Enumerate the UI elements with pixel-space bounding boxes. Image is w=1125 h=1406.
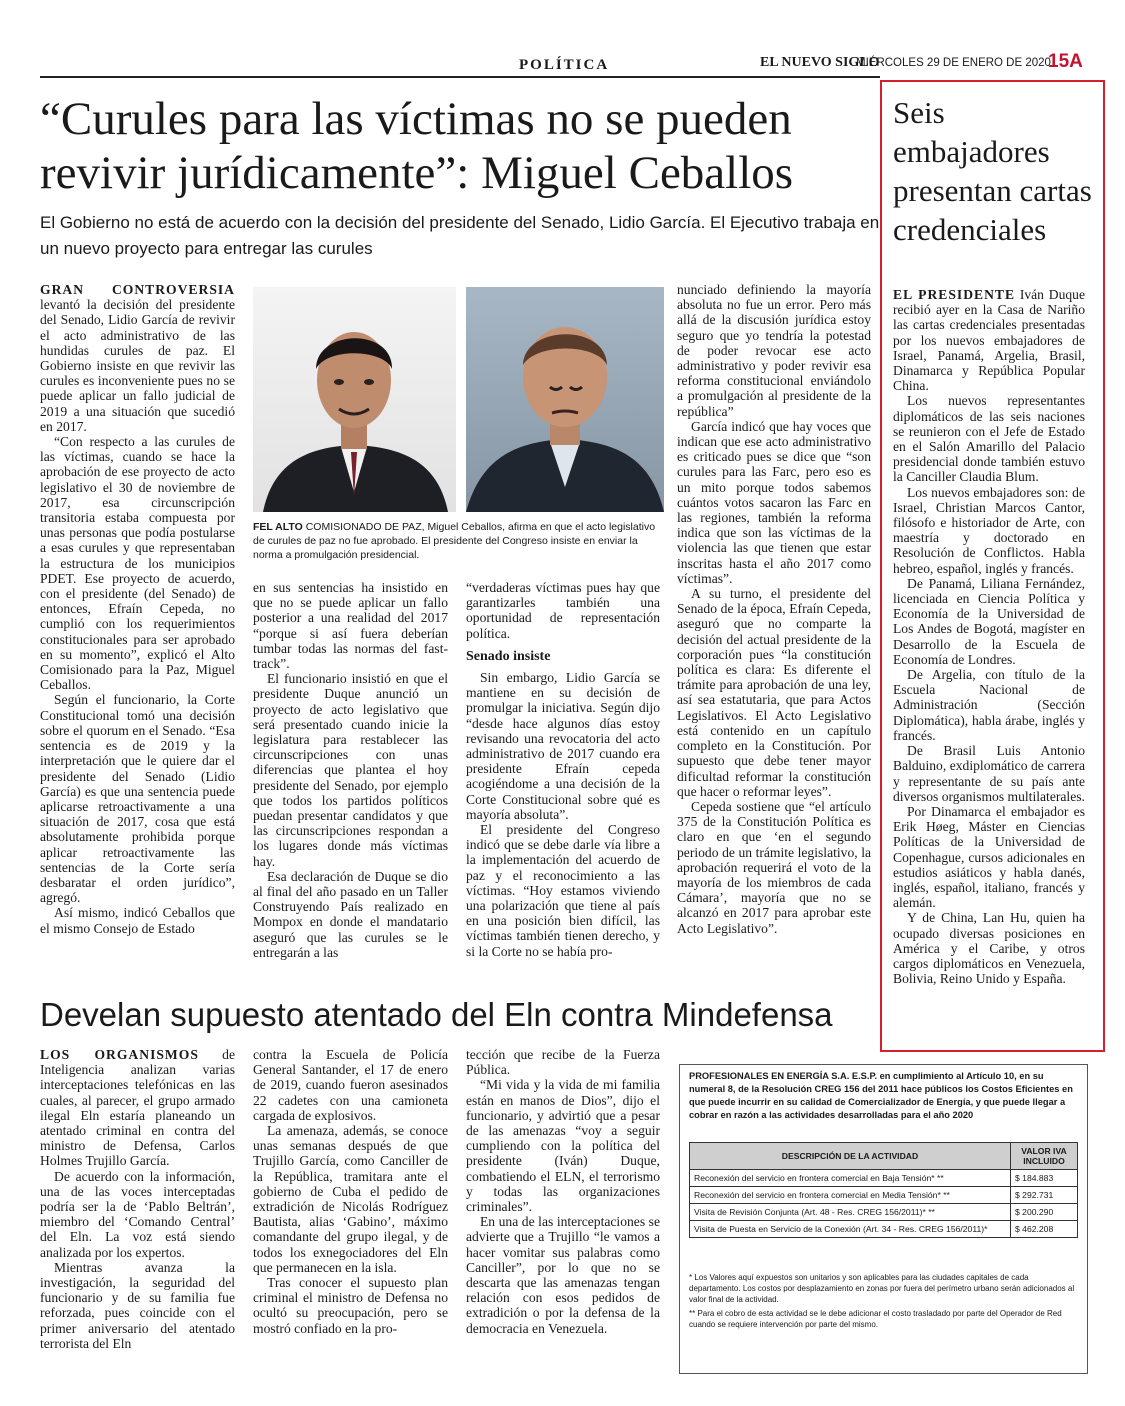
paragraph: Por Dinamarca el embajador es Erik Høeg, Máster en Ciencias Políticas de la Universidad de Copenhague, cursos adicionales en estudios asiáticos y habla danés, inglés, español, italiano, francés y alemán. — [893, 803, 1085, 911]
table-cell: $ 292.731 — [1011, 1187, 1078, 1204]
paragraph: tección que recibe de la Fuerza Pública. — [466, 1047, 660, 1078]
second-column-1 — [40, 1047, 235, 1351]
paragraph: De Panamá, Liliana Fernández, licenciada en Ciencia Política y Economía de la Universidad de Los Andes de Bogotá, magíster en Desarrollo de la Escuela de Economía de Londres. — [893, 575, 1085, 667]
subheading: Senado insiste — [466, 648, 551, 664]
paragraph: En una de las interceptaciones se advierte que a Trujillo “le vamos a hacer vomitar sus palabras como Canciller”, por lo que no se descarta que las amenazas tengan relación con esos pedidos de extradición o por la defensa de la democracia en Venezuela. — [466, 1214, 660, 1336]
lead-in: GRAN CONTROVERSIA — [40, 282, 235, 297]
table-row — [690, 1187, 1078, 1204]
second-column-3 — [466, 1047, 660, 1336]
fees-table — [689, 1142, 1078, 1238]
table-cell: Visita de Revisión Conjunta (Art. 48 - Res. CREG 156/2011)* ** — [690, 1204, 1011, 1221]
caption-text: COMISIONADO DE PAZ, Miguel Ceballos, afirma en que el acto legislativo de curules de paz no fue aprobado. El presidente del Congreso insiste en enviar la norma a promulgación presidencial. — [253, 521, 656, 561]
lead-in: LOS ORGANISMOS — [40, 1047, 199, 1062]
table-cell: Reconexión del servicio en frontera comercial en Media Tensión* ** — [690, 1187, 1011, 1204]
header-rule — [40, 76, 880, 78]
paragraph: García indicó que hay voces que indican que ese acto administrativo es criticado pues se dice que “son curules para las Farc, pero eso es un mito porque todos sabemos cuántos votos sacaron las Farc en las regiones, también la reforma indica que son las víctimas de la violencia las que tienen que estar inscritas hasta el año 2017 como víctimas”. — [677, 418, 871, 586]
legal-notice-intro: PROFESIONALES EN ENERGÍA S.A. E.S.P. en cumplimiento al Artículo 10, en su numeral 8, de la Resolución CREG 156 del 2011 hace públicos los Costos Eficientes en que puede incurrir en su calidad de Comercializador de Energía, y que puede llegar a cobrar en razón a las actividades desarrolladas para el año 2020 — [689, 1071, 1073, 1120]
table-cell: Reconexión del servicio en frontera comercial en Baja Tensión* ** — [690, 1170, 1011, 1187]
paragraph: Esa declaración de Duque se dio al final del año pasado en un Taller Construyendo País realizado en Mompox en donde el mandatario aseguró que las curules se le entregarán a las — [253, 868, 448, 960]
main-column-3 — [466, 580, 660, 959]
sidebar-body — [893, 287, 1085, 986]
paragraph: “verdaderas víctimas pues hay que garantizarles también una oportunidad de representación política. — [466, 580, 660, 641]
photo-miguel-ceballos — [253, 287, 456, 512]
paragraph: Así mismo, indicó Ceballos que el mismo Consejo de Estado — [40, 905, 235, 936]
paragraph: Mientras avanza la investigación, la seguridad del funcionario y de su familia fue reforzada, pues coincide con el primer aniversario del atentado terrorista del Eln — [40, 1259, 235, 1351]
table-cell: $ 184.883 — [1011, 1170, 1078, 1187]
paragraph: Cepeda sostiene que “el artículo 375 de la Constitución Política es claro en que ‘en el segundo periodo de un trámite legislativo, la aprobación requerirá el voto de la mayoría de los miembros de cada Cámara’, mayoría que no se alcanzó en 2017 para aprobar este Acto Legislativo”. — [677, 798, 871, 936]
portrait-icon — [466, 287, 664, 512]
paragraph: Los nuevos representantes diplomáticos de las seis naciones se reunieron con el Jefe de Estado en el Salón Amarillo del Palacio presidencial donde también estuvo la Canciller Claudia Blum. — [893, 393, 1085, 485]
sidebar-headline: Seis embajadores presentan cartas credenciales — [893, 95, 1092, 247]
paragraph: nunciado definiendo la mayoría absoluta no fue un error. Pero más allá de la discusión jurídica estoy seguro que yo tendría la potestad de poder revocar ese acto administrativo y poder revivir esa reforma constitucional enviándolo a promulgación al presidente de la república” — [677, 282, 871, 419]
portrait-icon — [253, 287, 456, 512]
paragraph: El presidente del Congreso indicó que se debe darle vía libre a la implementación del acuerdo de paz y el reconocimiento a las víctimas. “Hoy estamos viviendo una polarización que tiene al país en una posición bien difícil, las víctimas también tienen derecho, y si la Corte no se había pro- — [466, 822, 660, 959]
photo-caption — [253, 520, 665, 562]
table-cell: $ 200.290 — [1011, 1204, 1078, 1221]
paragraph: Iván Duque recibió ayer en la Casa de Nariño las cartas credenciales presentadas por los nuevos embajadores de Israel, Panamá, Argelia, Brasil, Dinamarca y República Popular China. — [893, 287, 1086, 394]
column-header: DESCRIPCIÓN DE LA ACTIVIDAD — [690, 1143, 1011, 1170]
photo-lidio-garcia — [466, 287, 664, 512]
masthead: EL NUEVO SIGLO — [760, 55, 880, 70]
page-number: 15A — [1048, 51, 1083, 72]
lead-in: EL PRESIDENTE — [893, 287, 1016, 302]
publication-date: MIÉRCOLES 29 DE ENERO DE 2020 — [856, 57, 1051, 69]
paragraph: de Inteligencia analizan varias interceptaciones telefónicas en las cuales, al parecer, el grupo armado ilegal Eln estaría planeando un atentado criminal en contra del ministro de Defensa, Carlos Holmes Trujillo García. — [40, 1047, 235, 1169]
table-row — [690, 1204, 1078, 1221]
main-column-1 — [40, 282, 235, 936]
paragraph: De Brasil Luis Antonio Balduino, exdiplomático de carrera y representante de su país ante diversos organismos multilaterales. — [893, 743, 1085, 804]
table-row — [690, 1221, 1078, 1238]
paragraph: contra la Escuela de Policía General Santander, el 17 de enero de 2019, cuando fueron asesinados 22 cadetes con una camioneta cargada de explosivos. — [253, 1047, 448, 1123]
paragraph: A su turno, el presidente del Senado de la época, Efraín Cepeda, aseguró que no comparte la decisión del actual presidente de la corporación pues “la constitución política es clara: Es diferente el trámite para aprobación de una ley, así sea estatutaria, que para Actos Legislativos. El Acto Legislativo está contenido en un capítulo completo en la Constitución. Por supuesto que debe tener mayor dificultad reformar la constitución que hacer o reformar leyes”. — [677, 586, 871, 799]
paragraph: Según el funcionario, la Corte Constitucional tomó una decisión sobre el quorum en el Senado. “Esa sentencia es de 2019 y la interpretación que le quiere dar el presidente del Senado (Lidio García) es que una sentencia puede aplicarse retroactivamente a una situación de 2017, cosa que está absolutamente prohibida porque aplicar retroactivamente las sentencias de la Corte sería desbaratar el orden jurídico”, agregó. — [40, 692, 235, 906]
main-column-2 — [253, 580, 448, 960]
main-column-4 — [677, 282, 871, 936]
paragraph: De Argelia, con título de la Escuela Nacional de Administración (Sección Diplomática), habla árabe, inglés y francés. — [893, 667, 1085, 743]
paragraph: “Con respecto a las curules de las víctimas, cuando se hace la aprobación de ese proyecto de acto legislativo el 30 de noviembre de 2017, esa circunscripción transitoria estaba compuesta por unas personas que podía postularse a esas curules y que representaban la estructura de los municipios PDET. Ese proyecto de acuerdo, con el presidente (del Senado) de entonces, Efraín Cepeda, no cumplió con los requerimientos constitucionales para ser aprobado en su momento”, explicó el Alto Comisionado para la Paz, Miguel Ceballos. — [40, 434, 235, 693]
paragraph: El funcionario insistió en que el presidente Duque anunció un proyecto de acto legislativo que será presentado cuando inicie la legislatura para restablecer las circunscripciones con unas diferencias que plantea el hoy presidente del Senado, por ejemplo que todos los partidos políticos puedan presentar candidatos y que las circunscripciones respondan a los lugares donde más víctimas hay. — [253, 671, 448, 869]
table-header-row — [690, 1143, 1078, 1170]
main-deck: El Gobierno no está de acuerdo con la decisión del presidente del Senado, Lidio García. El Ejecutivo trabaja en un nuevo proyecto para entregar las curules — [40, 213, 880, 258]
paragraph: Los nuevos embajadores son: de Israel, Christian Marcos Cantor, filósofo e historiador de Arte, con maestría y doctorado en Resolución de Conflictos. Habla hebreo, español, inglés y francés. — [893, 484, 1085, 576]
column-header: VALOR IVA INCLUIDO — [1011, 1143, 1078, 1170]
paragraph: Y de China, Lan Hu, quien ha ocupado diversas posiciones en América y el Caribe, y otros cargos diplomáticos en Venezuela, Bolivia, Reino Unido y España. — [893, 910, 1085, 987]
paragraph: “Mi vida y la vida de mi familia están en manos de Dios”, dijo el funcionario, y advirtió que a pesar de las amenazas “voy a seguir cumpliendo con la política del presidente (Iván) Duque, combatiendo el ELN, el terrorismo y todas las organizaciones criminales”. — [466, 1077, 660, 1215]
second-column-2 — [253, 1047, 448, 1336]
table-cell: Visita de Puesta en Servicio de la Conexión (Art. 34 - Res. CREG 156/2011)* — [690, 1221, 1011, 1238]
paragraph: Tras conocer el supuesto plan criminal el ministro de Defensa no ocultó su preocupación, pero se mostró confiado en la pro- — [253, 1275, 448, 1336]
paragraph: en sus sentencias ha insistido en que no se puede aplicar un fallo posterior a una realidad del 2017 “porque si así fuera deberían tumbar todas las normas del fast-track”. — [253, 580, 448, 672]
caption-lead: FEL ALTO — [253, 521, 303, 533]
paragraph: levantó la decisión del presidente del Senado, Lidio García de revivir el acto administrativo de las hundidas curules de paz. El Gobierno insiste en que revivir las curules es inconveniente pues no se puede aplicar un fallo judicial de 2019 a una situación que sucedió en 2017. — [40, 297, 235, 434]
paragraph: Sin embargo, Lidio García se mantiene en su decisión de promulgar la iniciativa. Según dijo “desde hace algunos días estoy revisando una revocatoria del acto administrativo de 2017 cuando era presidente Efraín cepeda acogiéndome a una decisión de la Corte Constitucional sobre qué es mayoría absoluta”. — [466, 670, 660, 822]
footnote: * Los Valores aquí expuestos son unitarios y son aplicables para las ciudades capitales de cada departamento. Los costos por desplazamiento en zonas por fuera del perímetro urbano serán adicionados al valor final de la actividad. — [689, 1273, 1075, 1304]
table-cell: $ 462.208 — [1011, 1221, 1078, 1238]
paragraph: De acuerdo con la información, una de las voces interceptadas podría ser la de ‘Pablo Beltrán’, miembro del ‘Comando Central’ del Eln. La voz está siendo analizada por los expertos. — [40, 1168, 235, 1260]
main-headline: “Curules para las víctimas no se pueden revivir jurídicamente”: Miguel Ceballos — [40, 93, 794, 199]
footnote: ** Para el cobro de esta actividad se le debe adicionar el costo trasladado por parte del Operador de Red cuando se requiere intervención por parte del mismo. — [689, 1309, 1062, 1329]
second-headline: Develan supuesto atentado del Eln contra Mindefensa — [40, 996, 833, 1033]
section-label: POLÍTICA — [519, 57, 610, 73]
legal-notice-footnotes — [689, 1272, 1078, 1330]
paragraph: La amenaza, además, se conoce unas semanas después de que Trujillo García, como Canciller de la República, tramitara ante el gobierno de Cuba el pedido de extradición de Nicolás Rodríguez Bautista, alias ‘Gabino’, máximo comandante del grupo ilegal, y de todos los exnegociadores del Eln que permanecen en la isla. — [253, 1123, 448, 1275]
table-row — [690, 1170, 1078, 1187]
